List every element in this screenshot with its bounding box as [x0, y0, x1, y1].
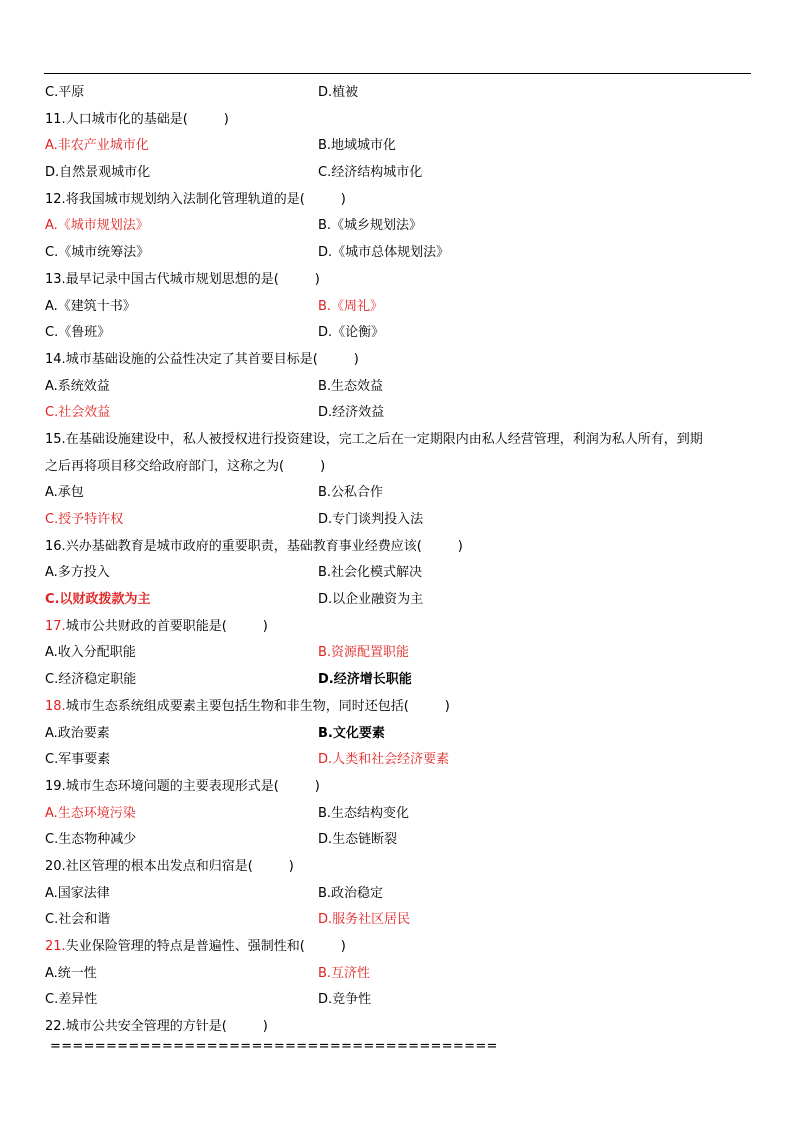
option-row	[45, 294, 755, 321]
option-a: A.国家法律	[45, 885, 110, 901]
option-a: A.系统效益	[45, 378, 110, 394]
option-c: C.生态物种减少	[45, 832, 137, 848]
option-d: D.经济增长职能	[318, 672, 412, 688]
option-d: D.生态链断裂	[318, 832, 398, 848]
question-15	[45, 427, 755, 454]
option-d: D.自然景观城市化	[45, 165, 151, 181]
option-d: D.《城市总体规划法》	[318, 245, 450, 261]
question-list	[45, 80, 755, 1041]
question-text: 城市生态系统组成要素主要包括生物和非生物，同时还包括	[65, 698, 404, 714]
option-a: A.收入分配职能	[45, 645, 136, 661]
option-d: D.专门谈判投入法	[318, 512, 424, 527]
question-22: 22.城市公共安全管理的方针是( )	[45, 1019, 268, 1035]
option-d: D.经济效益	[318, 405, 385, 421]
option-b: B.文化要素	[318, 725, 385, 741]
question-14: 14.城市基础设施的公益性决定了其首要目标是( )	[45, 351, 359, 367]
question-20: 20.社区管理的根本出发点和归宿是( )	[45, 858, 294, 874]
option-row	[45, 587, 755, 614]
question-number: 19.	[45, 778, 66, 794]
question-number: 17.	[45, 618, 66, 634]
question-17: 17.城市公共财政的首要职能是( )	[45, 618, 268, 634]
question-text: 城市公共安全管理的方针是	[65, 1019, 222, 1035]
question-text: 兴办基础教育是城市政府的重要职责，基础教育事业经费应该	[65, 538, 417, 554]
option-b: B.《城乡规划法》	[318, 218, 423, 234]
option-row	[45, 160, 755, 187]
option-d: D.植被	[318, 85, 359, 100]
question-number: 12.	[45, 191, 66, 207]
option-c: C.以财政拨款为主	[45, 592, 151, 608]
option-a: A.非农产业城市化	[45, 138, 149, 154]
option-d: D.竞争性	[318, 992, 372, 1008]
option-row	[45, 80, 755, 107]
option-a: A.《城市规划法》	[45, 218, 149, 234]
question-number: 11.	[45, 111, 66, 127]
option-row	[45, 240, 755, 267]
question-15-cont: 之后再将项目移交给政府部门，这称之为( )	[45, 458, 326, 474]
option-row	[45, 721, 755, 748]
footer-rule: ========================================	[50, 1039, 498, 1054]
question-number: 14.	[45, 351, 66, 367]
question-number: 18.	[45, 698, 66, 714]
option-b: B.生态结构变化	[318, 805, 410, 821]
option-row	[45, 213, 755, 240]
option-row	[45, 480, 755, 507]
question-number: 20.	[45, 858, 66, 874]
option-row	[45, 374, 755, 401]
question-text: 人口城市化的基础是	[65, 111, 183, 127]
question-text: 城市公共财政的首要职能是	[65, 618, 222, 634]
option-b: B.《周礼》	[318, 298, 384, 314]
question-number: 21.	[45, 939, 66, 954]
question-21: 21.失业保险管理的特点是普遍性、强制性和( )	[45, 939, 346, 954]
option-a: A.统一性	[45, 965, 97, 981]
question-text: 之后再将项目移交给政府部门，这称之为	[45, 458, 280, 474]
option-b: B.资源配置职能	[318, 645, 410, 661]
question-number: 13.	[45, 271, 66, 287]
question-text: 社区管理的根本出发点和归宿是	[65, 858, 248, 874]
option-b: B.公私合作	[318, 485, 384, 501]
option-row	[45, 560, 755, 587]
question-number: 22.	[45, 1019, 66, 1035]
question-text: 在基础设施建设中，私人被授权进行投资建设，完工之后在一定期限内由私人经营管理，利润为私人所有，到期	[65, 431, 703, 447]
option-row	[45, 320, 755, 347]
option-a: A.生态环境污染	[45, 805, 136, 821]
header-rule	[44, 73, 751, 74]
option-c: C.《鲁班》	[45, 325, 111, 341]
option-c: C.《城市统筹法》	[45, 245, 150, 261]
option-row	[45, 801, 755, 828]
option-row	[45, 400, 755, 427]
option-c: C.授予特许权	[45, 512, 124, 527]
option-c: C.差异性	[45, 992, 98, 1008]
question-18: 18.城市生态系统组成要素主要包括生物和非生物，同时还包括( )	[45, 698, 450, 714]
option-d: D.人类和社会经济要素	[318, 752, 450, 768]
option-b: B.社会化模式解决	[318, 565, 423, 581]
option-a: A.多方投入	[45, 565, 110, 581]
option-row	[45, 907, 755, 934]
question-11: 11.人口城市化的基础是( )	[45, 111, 229, 127]
question-16: 16.兴办基础教育是城市政府的重要职责，基础教育事业经费应该( )	[45, 538, 463, 554]
question-text: 最早记录中国古代城市规划思想的是	[65, 271, 274, 287]
question-19: 19.城市生态环境问题的主要表现形式是( )	[45, 778, 320, 794]
option-b: B.互济性	[318, 965, 371, 981]
option-row	[45, 640, 755, 667]
option-d: D.以企业融资为主	[318, 592, 424, 608]
option-c: C.经济稳定职能	[45, 672, 137, 688]
question-text: 失业保险管理的特点是普遍性、强制性和	[65, 939, 300, 954]
question-13: 13.最早记录中国古代城市规划思想的是( )	[45, 271, 320, 287]
option-c: C.社会和谐	[45, 912, 111, 928]
option-row	[45, 667, 755, 694]
option-row	[45, 827, 755, 854]
option-row	[45, 961, 755, 988]
question-12: 12.将我国城市规划纳入法制化管理轨道的是( )	[45, 191, 346, 207]
option-row	[45, 987, 755, 1014]
option-c: C.军事要素	[45, 752, 111, 768]
option-c: C.经济结构城市化	[318, 165, 423, 181]
option-row	[45, 881, 755, 908]
option-a: A.《建筑十书》	[45, 298, 136, 314]
option-b: B.生态效益	[318, 378, 384, 394]
question-text: 城市生态环境问题的主要表现形式是	[65, 778, 274, 794]
question-text: 城市基础设施的公益性决定了其首要目标是	[65, 351, 313, 367]
question-number: 16.	[45, 538, 66, 554]
option-a: A.政治要素	[45, 725, 110, 741]
option-a: A.承包	[45, 485, 84, 501]
option-row	[45, 507, 755, 534]
option-row	[45, 133, 755, 160]
option-b: B.政治稳定	[318, 885, 384, 901]
option-c: C.社会效益	[45, 405, 111, 421]
option-b: B.地域城市化	[318, 138, 397, 154]
question-number: 15.	[45, 431, 66, 447]
option-c: C.平原	[45, 85, 85, 100]
option-d: D.服务社区居民	[318, 912, 411, 928]
question-text: 将我国城市规划纳入法制化管理轨道的是	[65, 191, 300, 207]
option-d: D.《论衡》	[318, 325, 385, 341]
option-row	[45, 747, 755, 774]
